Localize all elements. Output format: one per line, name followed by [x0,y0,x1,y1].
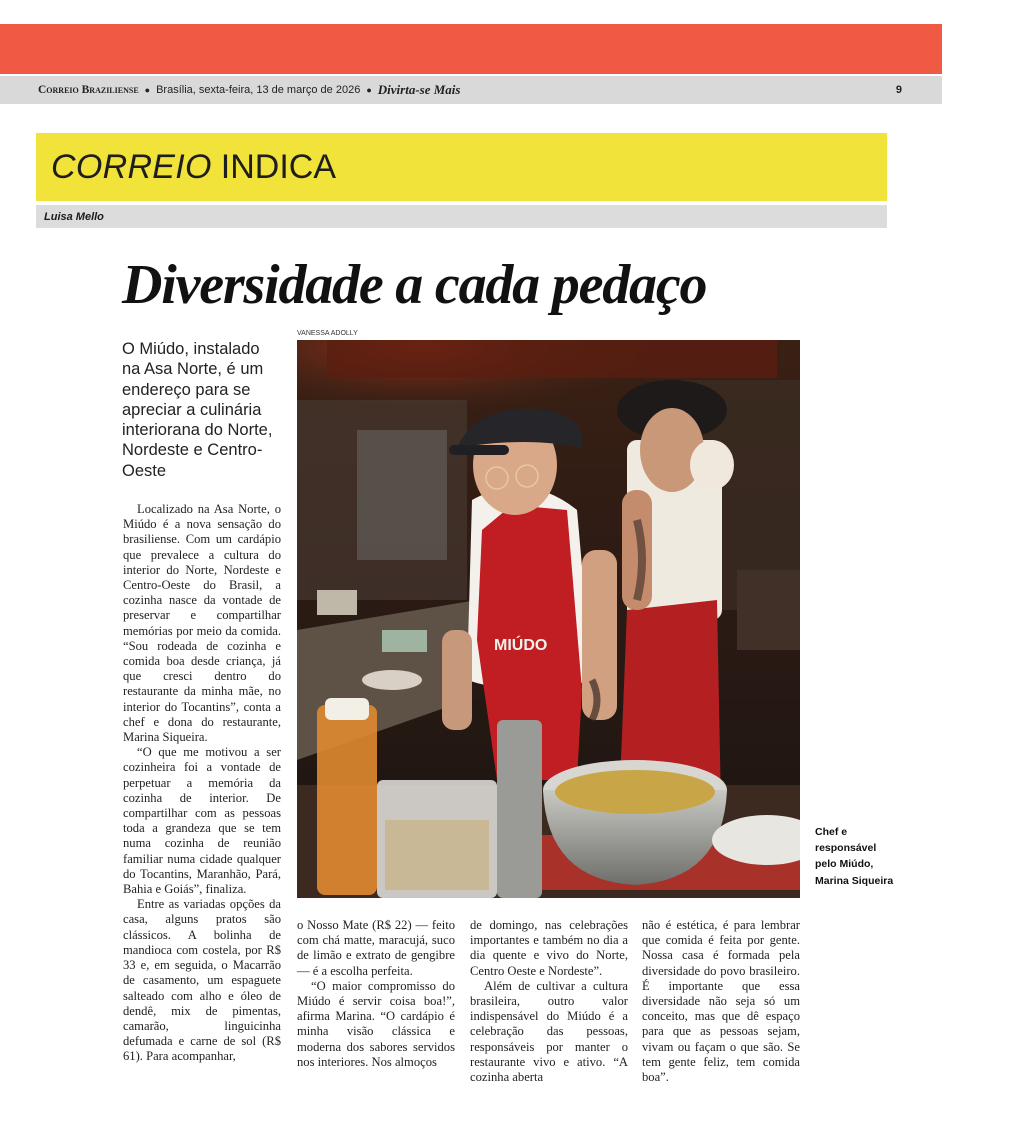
byline-bar [36,205,887,228]
paragraph: Entre as variadas opções da casa, alguns pratos são clássicos. A bolinha de mandioca com costela, por R$ 33 e, em seguida, o Macarrão de casamento, um espaguete salteado com alho e óleo de dendê, mix de pimentas, camarão, linguicinha defumada e carne de sol (R$ 61). Para acompanhar, [123,897,281,1064]
photo-credit: VANESSA ADOLLY [297,330,358,337]
paragraph: Além de cultivar a cultura brasileira, outro valor indispensável do Miúdo é a celebração das pessoas, responsáveis por manter o restaurante vivo e ativo. “A cozinha aberta [470,978,628,1085]
dateline: Brasília, sexta-feira, 13 de março de 2026 [156,84,361,96]
column-kicker [36,133,887,201]
paragraph: de domingo, nas celebrações importantes e também no dia a dia quente e vivo do Norte, Centro Oeste e Nordeste”. [470,918,628,978]
separator-dot: ● [144,85,151,95]
body-column-1 [123,502,281,1065]
folio-bar [0,76,942,104]
section-name: Divirta-se Mais [377,82,461,97]
paragraph: não é estética, é para lembrar que comida é feita por gente. Nossa casa é formada pela diversidade do povo brasileiro. É importante que essa diversidade não seja só um conceito, mas que dê espaço para que as pessoas sejam, vivam ou façam o que são. Se tem gente feliz, tem comida boa”. [642,918,800,1085]
separator-dot: ● [366,85,372,95]
body-column-4 [642,918,800,1085]
body-column-3 [470,918,628,1085]
kicker-part2: INDICA [220,147,337,186]
newspaper-name: Correio Braziliense [38,84,139,96]
apron-text: MIÚDO [494,637,548,654]
byline: Luisa Mello [44,210,104,223]
deck: O Miúdo, instalado na Asa Norte, é um endereço para se apreciar a culinária interiorana do Norte, Nordeste e Centro-Oeste [122,340,273,480]
photo-caption: Chef e responsável pelo Miúdo, Marina Siqueira [815,826,894,887]
kicker-part1: CORREIO [51,147,212,186]
article-photo [297,340,800,898]
header-color-band [0,24,942,74]
paragraph: Localizado na Asa Norte, o Miúdo é a nova sensação do brasiliense. Com um cardápio que prevalece a cultura do interior do Norte, Nordeste e Centro-Oeste do Brasil, a cozinha nasce da vontade de preservar e compartilhar memórias por meio da comida. “Sou rodeada de cozinha e comida boa desde criança, já que cresci dentro do restaurante da minha mãe, no interior do Tocantins”, conta a chef e dona do restaurante, Marina Siqueira. [123,502,281,745]
paragraph: “O que me motivou a ser cozinheira foi a vontade de perpetuar a memória da cozinha de interior. De compartilhar com as pessoas toda a grandeza que se tem numa cozinha de reunião familiar numa cidade qualquer do Tocantins, Maranhão, Pará, Bahia e Goiás”, finaliza. [123,745,281,897]
page-number: 9 [895,84,902,96]
headline: Diversidade a cada pedaço [122,254,707,316]
body-column-2 [297,918,455,1070]
paragraph: o Nosso Mate (R$ 22) — feito com chá matte, maracujá, suco de limão e extrato de gengibre — é a escolha perfeita. [297,918,455,978]
paragraph: “O maior compromisso do Miúdo é servir coisa boa!”, afirma Marina. “O cardápio é minha visão clássica e moderna dos sabores servidos nos interiores. Nos almoços [297,978,455,1069]
